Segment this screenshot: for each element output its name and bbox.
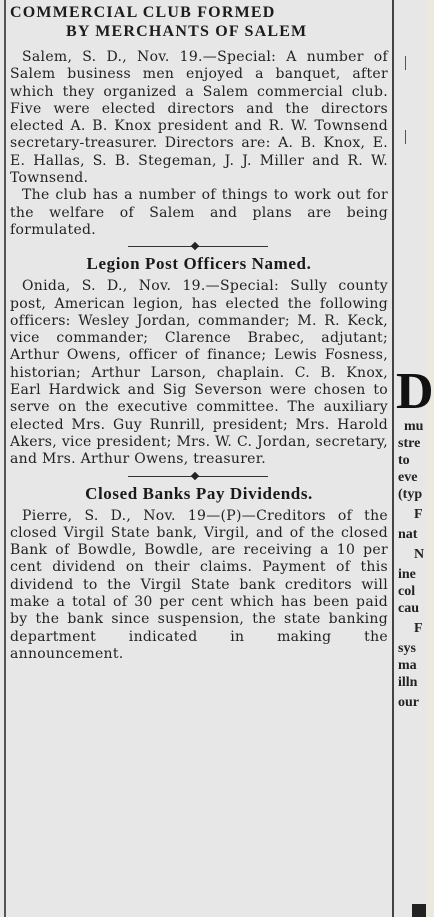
adjacent-column	[396, 0, 434, 917]
column-fragment: nat	[398, 527, 418, 542]
main-column	[8, 0, 390, 663]
column-fragment: to	[398, 453, 410, 468]
column-mark	[405, 130, 406, 144]
column-block	[412, 904, 426, 917]
column-mark	[405, 56, 406, 70]
article-divider	[8, 471, 390, 481]
column-rule-left	[4, 0, 6, 917]
paragraph: Salem, S. D., Nov. 19.—Special: A number of Salem business men enjoyed a banquet, after which they organized a Salem commercial club. Five were elected directors and the directors elected A. B. Knox president and R. W. Townsend secretary-treasurer. Directors are: A. B. Knox, E. E. Hallas, S. B. Stegeman, J. J. Miller and R. W. Townsend.	[10, 49, 388, 187]
headline-legion-post: Legion Post Officers Named.	[86, 254, 312, 274]
paragraph: Pierre, S. D., Nov. 19—(P)—Creditors of the closed Virgil State bank, Virgil, and of the closed Bank of Bowdle, Bowdle, are receiving a 10 per cent dividend on their claims. Payment of this dividend to the Virgil State bank creditors will make a total of 30 per cent which has been paid by the bank since suspension, the state banking department indicated in making the announcement.	[10, 507, 388, 662]
article-body	[8, 49, 390, 239]
divider-ornament	[191, 242, 199, 250]
column-fragment: our	[398, 695, 419, 710]
article-divider	[8, 241, 390, 251]
drop-cap: D	[396, 363, 434, 420]
headline-line-2: BY MERCHANTS OF SALEM	[66, 23, 308, 40]
paragraph: Onida, S. D., Nov. 19.—Special: Sully county post, American legion, has elected the following officers: Wesley Jordan, commander; M. R. Keck, vice commander; Clarence Brabec, adjutant; Arthur Owens, officer of finance; Lewis Fosness, historian; Arthur Larson, chaplain. C. B. Knox, Earl Hardwick and Sig Severson were chosen to serve on the executive committee. The auxiliary elected Mrs. Guy Runrill, president; Mrs. Harold Akers, vice president; Mrs. W. C. Jordan, secretary, and Mrs. Arthur Owens, treasurer.	[10, 278, 388, 468]
article-body	[8, 508, 390, 664]
column-fragment: col	[398, 584, 416, 599]
column-fragment: stre	[398, 436, 421, 451]
column-fragment: (typ	[398, 487, 423, 502]
column-fragment: mu	[404, 419, 424, 434]
column-fragment: F	[414, 507, 423, 522]
paragraph: The club has a number of things to work out for the welfare of Salem and plans are being formulated.	[10, 187, 388, 238]
column-fragment: F	[414, 621, 423, 636]
headline-commercial-club	[8, 3, 390, 41]
column-fragment: ma	[398, 658, 417, 673]
column-fragment: illn	[398, 675, 418, 690]
divider-ornament	[191, 471, 199, 479]
headline-closed-banks: Closed Banks Pay Dividends.	[85, 483, 313, 503]
article-legion-post	[8, 253, 390, 468]
column-fragment: eve	[398, 470, 418, 485]
headline-line-1: COMMERCIAL CLUB FORMED	[10, 4, 276, 21]
column-fragment: ine	[398, 567, 416, 582]
article-closed-banks	[8, 483, 390, 664]
column-fragment: N	[414, 547, 425, 562]
article-commercial-club	[8, 0, 390, 239]
column-fragment: cau	[398, 601, 419, 616]
column-rule-right	[392, 0, 394, 917]
article-body	[8, 278, 390, 468]
column-fragment: sys	[398, 641, 416, 656]
